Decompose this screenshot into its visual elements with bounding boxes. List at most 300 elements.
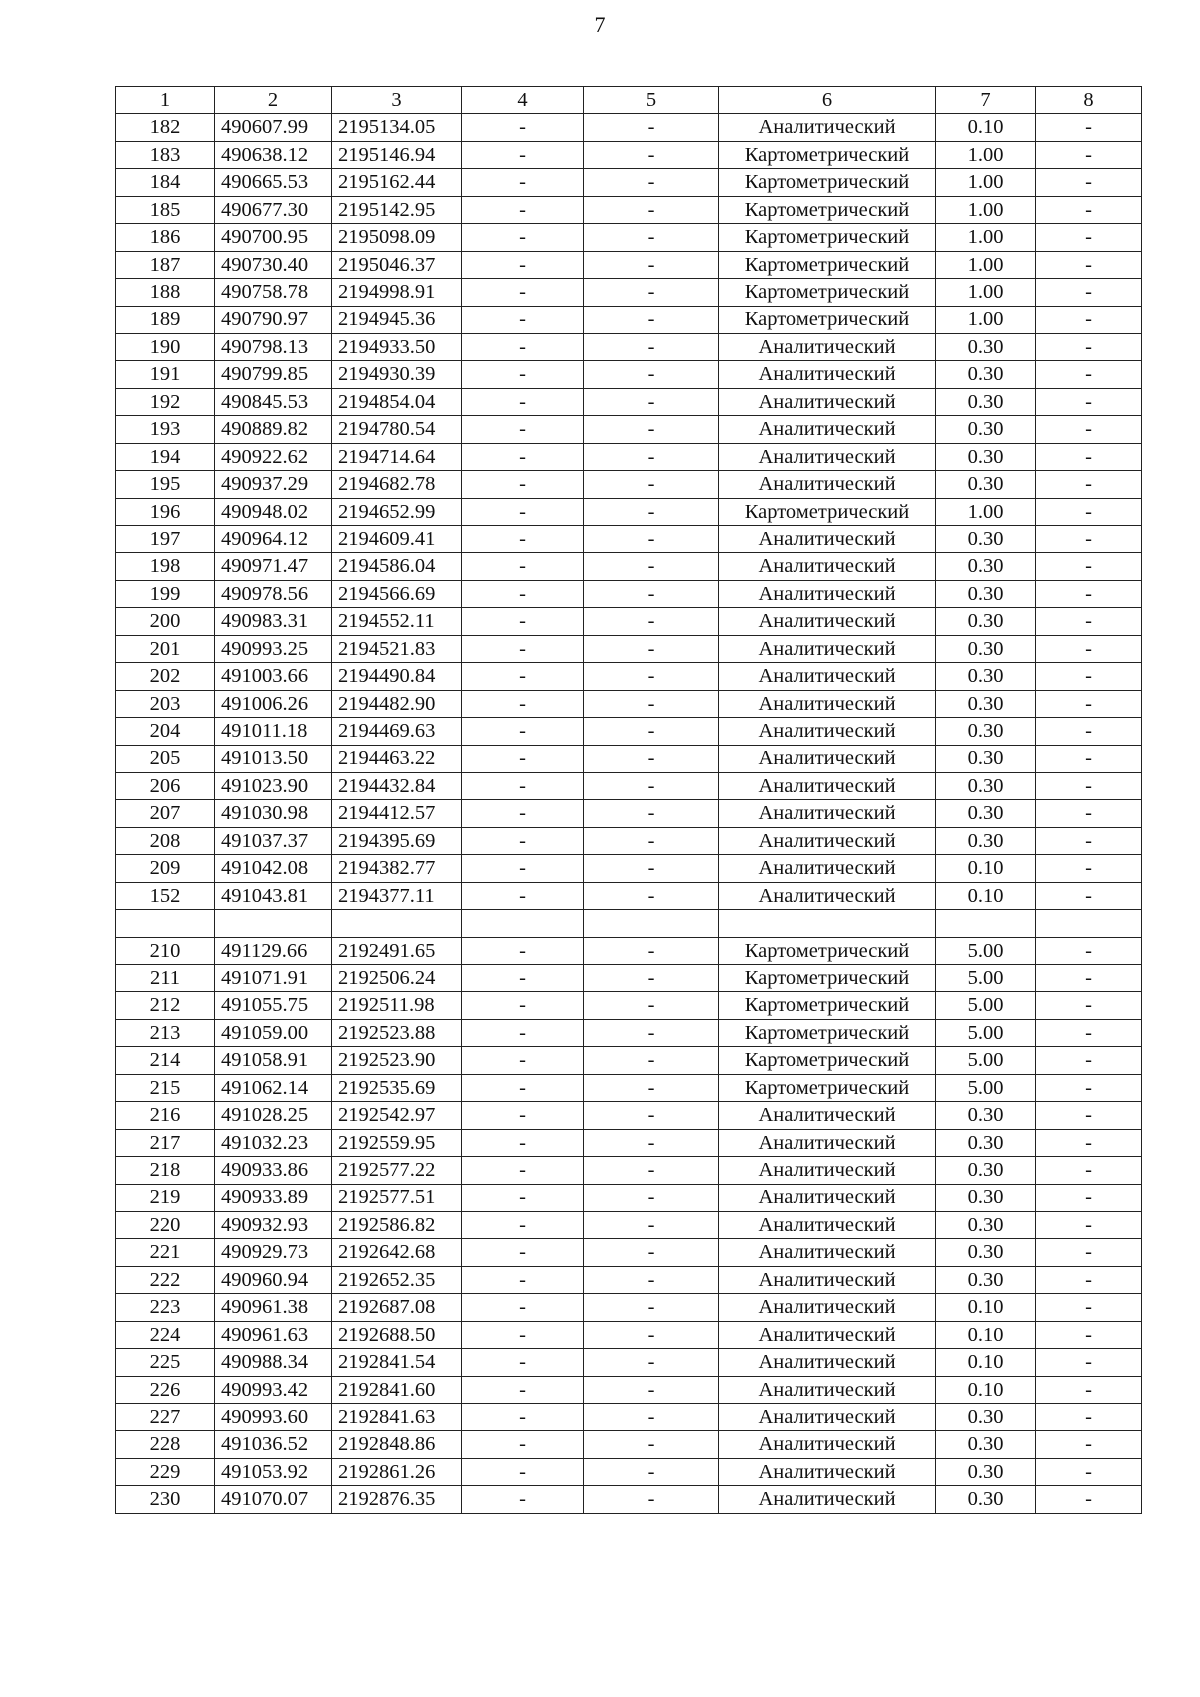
point-number-cell: 214 <box>116 1047 215 1074</box>
col-4-cell: - <box>462 1321 584 1348</box>
table-row <box>116 718 1142 745</box>
x-coordinate-cell: 490665.53 <box>215 169 332 196</box>
col-5-cell: - <box>584 690 719 717</box>
point-number-cell: 191 <box>116 361 215 388</box>
x-coordinate-cell: 490607.99 <box>215 114 332 141</box>
x-coordinate-cell: 490933.86 <box>215 1157 332 1184</box>
col-8-cell: - <box>1036 1239 1142 1266</box>
col-4-cell: - <box>462 992 584 1019</box>
table-row <box>116 306 1142 333</box>
x-coordinate-cell: 491071.91 <box>215 965 332 992</box>
y-coordinate-cell: 2194682.78 <box>332 471 462 498</box>
table-row <box>116 1129 1142 1156</box>
point-number-cell: 189 <box>116 306 215 333</box>
method-cell: Аналитический <box>719 635 936 662</box>
table-row <box>116 690 1142 717</box>
point-number-cell: 209 <box>116 855 215 882</box>
accuracy-cell: 1.00 <box>936 169 1036 196</box>
y-coordinate-cell: 2195142.95 <box>332 196 462 223</box>
point-number-cell: 229 <box>116 1458 215 1485</box>
point-number-cell: 182 <box>116 114 215 141</box>
col-4-cell: - <box>462 416 584 443</box>
point-number-cell <box>116 910 215 937</box>
point-number-cell: 205 <box>116 745 215 772</box>
x-coordinate-cell: 491032.23 <box>215 1129 332 1156</box>
col-5-cell: - <box>584 196 719 223</box>
point-number-cell: 204 <box>116 718 215 745</box>
method-cell: Аналитический <box>719 1294 936 1321</box>
x-coordinate-cell: 490964.12 <box>215 526 332 553</box>
col-8-cell: - <box>1036 498 1142 525</box>
col-5-cell: - <box>584 1431 719 1458</box>
point-number-cell: 213 <box>116 1019 215 1046</box>
table-row <box>116 965 1142 992</box>
point-number-cell: 228 <box>116 1431 215 1458</box>
col-4-cell: - <box>462 1486 584 1513</box>
method-cell: Картометрический <box>719 1074 936 1101</box>
accuracy-cell <box>936 910 1036 937</box>
x-coordinate-cell: 490932.93 <box>215 1211 332 1238</box>
table-row <box>116 580 1142 607</box>
col-8-cell: - <box>1036 1404 1142 1431</box>
col-8-cell: - <box>1036 196 1142 223</box>
col-5-cell: - <box>584 1157 719 1184</box>
col-4-cell: - <box>462 608 584 635</box>
table-row <box>116 1458 1142 1485</box>
point-number-cell: 207 <box>116 800 215 827</box>
method-cell: Картометрический <box>719 1019 936 1046</box>
accuracy-cell: 0.30 <box>936 1211 1036 1238</box>
col-8-cell: - <box>1036 1458 1142 1485</box>
col-8-cell: - <box>1036 333 1142 360</box>
y-coordinate-cell: 2192577.51 <box>332 1184 462 1211</box>
x-coordinate-cell: 491011.18 <box>215 718 332 745</box>
col-5-cell <box>584 910 719 937</box>
accuracy-cell: 0.30 <box>936 333 1036 360</box>
method-cell: Аналитический <box>719 690 936 717</box>
col-8-cell: - <box>1036 663 1142 690</box>
table-row <box>116 471 1142 498</box>
col-5-cell: - <box>584 827 719 854</box>
x-coordinate-cell: 491003.66 <box>215 663 332 690</box>
header-cell: 5 <box>584 87 719 114</box>
table-row <box>116 443 1142 470</box>
col-8-cell: - <box>1036 937 1142 964</box>
x-coordinate-cell: 490960.94 <box>215 1266 332 1293</box>
col-8-cell: - <box>1036 882 1142 909</box>
method-cell: Аналитический <box>719 1184 936 1211</box>
col-4-cell <box>462 910 584 937</box>
col-8-cell: - <box>1036 580 1142 607</box>
x-coordinate-cell: 490790.97 <box>215 306 332 333</box>
col-5-cell: - <box>584 1349 719 1376</box>
accuracy-cell: 0.30 <box>936 388 1036 415</box>
point-number-cell: 203 <box>116 690 215 717</box>
col-5-cell: - <box>584 333 719 360</box>
y-coordinate-cell: 2194945.36 <box>332 306 462 333</box>
method-cell: Аналитический <box>719 745 936 772</box>
col-8-cell: - <box>1036 772 1142 799</box>
col-4-cell: - <box>462 1074 584 1101</box>
header-cell: 8 <box>1036 87 1142 114</box>
y-coordinate-cell: 2192586.82 <box>332 1211 462 1238</box>
point-number-cell: 183 <box>116 141 215 168</box>
col-4-cell: - <box>462 1431 584 1458</box>
col-8-cell: - <box>1036 1376 1142 1403</box>
method-cell: Аналитический <box>719 471 936 498</box>
method-cell: Аналитический <box>719 443 936 470</box>
col-8-cell: - <box>1036 388 1142 415</box>
accuracy-cell: 0.10 <box>936 114 1036 141</box>
x-coordinate-cell: 490730.40 <box>215 251 332 278</box>
x-coordinate-cell: 490700.95 <box>215 224 332 251</box>
y-coordinate-cell: 2194482.90 <box>332 690 462 717</box>
col-5-cell: - <box>584 279 719 306</box>
col-4-cell: - <box>462 1376 584 1403</box>
x-coordinate-cell: 490677.30 <box>215 196 332 223</box>
accuracy-cell: 0.30 <box>936 690 1036 717</box>
col-5-cell: - <box>584 1458 719 1485</box>
point-number-cell: 226 <box>116 1376 215 1403</box>
col-8-cell: - <box>1036 1129 1142 1156</box>
col-8-cell: - <box>1036 251 1142 278</box>
method-cell: Картометрический <box>719 992 936 1019</box>
accuracy-cell: 0.10 <box>936 1349 1036 1376</box>
col-8-cell: - <box>1036 279 1142 306</box>
x-coordinate-cell: 490993.25 <box>215 635 332 662</box>
y-coordinate-cell: 2194490.84 <box>332 663 462 690</box>
header-cell: 2 <box>215 87 332 114</box>
point-number-cell: 200 <box>116 608 215 635</box>
header-cell: 6 <box>719 87 936 114</box>
point-number-cell: 215 <box>116 1074 215 1101</box>
x-coordinate-cell: 491013.50 <box>215 745 332 772</box>
table-row <box>116 855 1142 882</box>
y-coordinate-cell: 2192848.86 <box>332 1431 462 1458</box>
table-row <box>116 333 1142 360</box>
col-8-cell: - <box>1036 361 1142 388</box>
col-5-cell: - <box>584 306 719 333</box>
y-coordinate-cell: 2195162.44 <box>332 169 462 196</box>
accuracy-cell: 0.30 <box>936 800 1036 827</box>
method-cell: Аналитический <box>719 1404 936 1431</box>
x-coordinate-cell: 491062.14 <box>215 1074 332 1101</box>
method-cell: Аналитический <box>719 663 936 690</box>
accuracy-cell: 0.30 <box>936 1239 1036 1266</box>
y-coordinate-cell: 2192506.24 <box>332 965 462 992</box>
accuracy-cell: 0.30 <box>936 471 1036 498</box>
col-4-cell: - <box>462 169 584 196</box>
accuracy-cell: 0.30 <box>936 443 1036 470</box>
y-coordinate-cell: 2195098.09 <box>332 224 462 251</box>
accuracy-cell: 0.30 <box>936 553 1036 580</box>
accuracy-cell: 0.30 <box>936 635 1036 662</box>
col-8-cell: - <box>1036 992 1142 1019</box>
table-row <box>116 1404 1142 1431</box>
accuracy-cell: 1.00 <box>936 279 1036 306</box>
method-cell: Аналитический <box>719 1266 936 1293</box>
accuracy-cell: 1.00 <box>936 498 1036 525</box>
table-row <box>116 1294 1142 1321</box>
y-coordinate-cell: 2195046.37 <box>332 251 462 278</box>
method-cell: Аналитический <box>719 361 936 388</box>
x-coordinate-cell: 491023.90 <box>215 772 332 799</box>
col-5-cell: - <box>584 526 719 553</box>
method-cell: Картометрический <box>719 141 936 168</box>
accuracy-cell: 0.30 <box>936 772 1036 799</box>
col-8-cell: - <box>1036 745 1142 772</box>
col-4-cell: - <box>462 1047 584 1074</box>
table-row <box>116 1376 1142 1403</box>
y-coordinate-cell: 2192841.54 <box>332 1349 462 1376</box>
y-coordinate-cell: 2195134.05 <box>332 114 462 141</box>
col-8-cell: - <box>1036 1431 1142 1458</box>
accuracy-cell: 1.00 <box>936 306 1036 333</box>
col-5-cell: - <box>584 1184 719 1211</box>
y-coordinate-cell: 2194933.50 <box>332 333 462 360</box>
col-4-cell: - <box>462 251 584 278</box>
col-8-cell: - <box>1036 526 1142 553</box>
method-cell: Аналитический <box>719 333 936 360</box>
point-number-cell: 216 <box>116 1102 215 1129</box>
method-cell: Картометрический <box>719 224 936 251</box>
col-8-cell: - <box>1036 800 1142 827</box>
point-number-cell: 194 <box>116 443 215 470</box>
y-coordinate-cell: 2192523.90 <box>332 1047 462 1074</box>
col-5-cell: - <box>584 937 719 964</box>
method-cell: Аналитический <box>719 800 936 827</box>
x-coordinate-cell: 490922.62 <box>215 443 332 470</box>
table-row <box>116 526 1142 553</box>
col-5-cell: - <box>584 882 719 909</box>
table-row <box>116 224 1142 251</box>
y-coordinate-cell: 2194652.99 <box>332 498 462 525</box>
col-4-cell: - <box>462 1184 584 1211</box>
col-4-cell: - <box>462 1239 584 1266</box>
table-row <box>116 169 1142 196</box>
point-number-cell: 218 <box>116 1157 215 1184</box>
col-5-cell: - <box>584 718 719 745</box>
point-number-cell: 190 <box>116 333 215 360</box>
x-coordinate-cell: 490993.60 <box>215 1404 332 1431</box>
x-coordinate-cell: 491059.00 <box>215 1019 332 1046</box>
col-5-cell: - <box>584 388 719 415</box>
col-5-cell: - <box>584 663 719 690</box>
y-coordinate-cell: 2192511.98 <box>332 992 462 1019</box>
col-5-cell: - <box>584 1321 719 1348</box>
y-coordinate-cell: 2192688.50 <box>332 1321 462 1348</box>
point-number-cell: 230 <box>116 1486 215 1513</box>
table-row <box>116 416 1142 443</box>
x-coordinate-cell: 491070.07 <box>215 1486 332 1513</box>
y-coordinate-cell: 2192642.68 <box>332 1239 462 1266</box>
point-number-cell: 184 <box>116 169 215 196</box>
y-coordinate-cell: 2192577.22 <box>332 1157 462 1184</box>
col-8-cell: - <box>1036 608 1142 635</box>
x-coordinate-cell: 490988.34 <box>215 1349 332 1376</box>
method-cell: Аналитический <box>719 1239 936 1266</box>
col-4-cell: - <box>462 1019 584 1046</box>
col-4-cell: - <box>462 772 584 799</box>
table-separator-row <box>116 910 1142 937</box>
method-cell: Аналитический <box>719 882 936 909</box>
col-8-cell: - <box>1036 1321 1142 1348</box>
y-coordinate-cell: 2194377.11 <box>332 882 462 909</box>
col-5-cell: - <box>584 114 719 141</box>
point-number-cell: 217 <box>116 1129 215 1156</box>
method-cell: Аналитический <box>719 772 936 799</box>
table-row <box>116 1486 1142 1513</box>
col-8-cell: - <box>1036 635 1142 662</box>
col-4-cell: - <box>462 580 584 607</box>
col-4-cell: - <box>462 1129 584 1156</box>
col-4-cell: - <box>462 1157 584 1184</box>
table-row <box>116 196 1142 223</box>
accuracy-cell: 0.30 <box>936 416 1036 443</box>
method-cell: Аналитический <box>719 718 936 745</box>
method-cell: Картометрический <box>719 279 936 306</box>
method-cell: Аналитический <box>719 1102 936 1129</box>
accuracy-cell: 0.30 <box>936 1404 1036 1431</box>
method-cell: Аналитический <box>719 1431 936 1458</box>
col-4-cell: - <box>462 553 584 580</box>
method-cell: Аналитический <box>719 1458 936 1485</box>
point-number-cell: 221 <box>116 1239 215 1266</box>
col-4-cell: - <box>462 1266 584 1293</box>
col-5-cell: - <box>584 1211 719 1238</box>
point-number-cell: 223 <box>116 1294 215 1321</box>
col-5-cell: - <box>584 553 719 580</box>
y-coordinate-cell: 2194854.04 <box>332 388 462 415</box>
x-coordinate-cell: 491042.08 <box>215 855 332 882</box>
table-row <box>116 1019 1142 1046</box>
table-row <box>116 1321 1142 1348</box>
col-5-cell: - <box>584 1019 719 1046</box>
table-row <box>116 1184 1142 1211</box>
accuracy-cell: 1.00 <box>936 196 1036 223</box>
y-coordinate-cell: 2194412.57 <box>332 800 462 827</box>
x-coordinate-cell: 490937.29 <box>215 471 332 498</box>
col-8-cell: - <box>1036 1184 1142 1211</box>
point-number-cell: 220 <box>116 1211 215 1238</box>
col-4-cell: - <box>462 224 584 251</box>
method-cell: Аналитический <box>719 416 936 443</box>
method-cell: Аналитический <box>719 827 936 854</box>
col-8-cell: - <box>1036 114 1142 141</box>
accuracy-cell: 0.10 <box>936 1321 1036 1348</box>
col-8-cell: - <box>1036 1047 1142 1074</box>
col-4-cell: - <box>462 690 584 717</box>
accuracy-cell: 0.30 <box>936 1458 1036 1485</box>
col-5-cell: - <box>584 1047 719 1074</box>
point-number-cell: 187 <box>116 251 215 278</box>
point-number-cell: 195 <box>116 471 215 498</box>
col-8-cell: - <box>1036 443 1142 470</box>
accuracy-cell: 0.30 <box>936 1129 1036 1156</box>
y-coordinate-cell: 2194566.69 <box>332 580 462 607</box>
col-8-cell: - <box>1036 553 1142 580</box>
col-8-cell: - <box>1036 690 1142 717</box>
point-number-cell: 211 <box>116 965 215 992</box>
method-cell: Картометрический <box>719 306 936 333</box>
table-row <box>116 827 1142 854</box>
point-number-cell: 192 <box>116 388 215 415</box>
header-cell: 3 <box>332 87 462 114</box>
point-number-cell: 202 <box>116 663 215 690</box>
y-coordinate-cell: 2194930.39 <box>332 361 462 388</box>
x-coordinate-cell: 490933.89 <box>215 1184 332 1211</box>
col-8-cell: - <box>1036 1019 1142 1046</box>
accuracy-cell: 5.00 <box>936 992 1036 1019</box>
accuracy-cell: 5.00 <box>936 965 1036 992</box>
method-cell: Картометрический <box>719 937 936 964</box>
col-8-cell: - <box>1036 1102 1142 1129</box>
col-4-cell: - <box>462 443 584 470</box>
table-row <box>116 1239 1142 1266</box>
col-5-cell: - <box>584 361 719 388</box>
x-coordinate-cell: 490799.85 <box>215 361 332 388</box>
col-5-cell: - <box>584 1404 719 1431</box>
x-coordinate-cell: 490889.82 <box>215 416 332 443</box>
col-5-cell: - <box>584 224 719 251</box>
col-8-cell: - <box>1036 306 1142 333</box>
point-number-cell: 222 <box>116 1266 215 1293</box>
col-4-cell: - <box>462 279 584 306</box>
y-coordinate-cell: 2195146.94 <box>332 141 462 168</box>
col-5-cell: - <box>584 745 719 772</box>
x-coordinate-cell: 490978.56 <box>215 580 332 607</box>
y-coordinate-cell: 2194552.11 <box>332 608 462 635</box>
method-cell: Картометрический <box>719 196 936 223</box>
x-coordinate-cell: 490929.73 <box>215 1239 332 1266</box>
col-5-cell: - <box>584 1239 719 1266</box>
table-row <box>116 251 1142 278</box>
table-row <box>116 663 1142 690</box>
accuracy-cell: 0.30 <box>936 718 1036 745</box>
y-coordinate-cell: 2192841.63 <box>332 1404 462 1431</box>
col-8-cell: - <box>1036 1294 1142 1321</box>
method-cell: Картометрический <box>719 1047 936 1074</box>
x-coordinate-cell: 490638.12 <box>215 141 332 168</box>
col-4-cell: - <box>462 1404 584 1431</box>
method-cell: Аналитический <box>719 388 936 415</box>
method-cell: Аналитический <box>719 1157 936 1184</box>
col-4-cell: - <box>462 718 584 745</box>
col-4-cell: - <box>462 635 584 662</box>
method-cell: Картометрический <box>719 251 936 278</box>
accuracy-cell: 0.30 <box>936 827 1036 854</box>
col-5-cell: - <box>584 141 719 168</box>
x-coordinate-cell: 491055.75 <box>215 992 332 1019</box>
point-number-cell: 193 <box>116 416 215 443</box>
col-4-cell: - <box>462 114 584 141</box>
accuracy-cell: 0.30 <box>936 361 1036 388</box>
col-5-cell: - <box>584 772 719 799</box>
accuracy-cell: 1.00 <box>936 141 1036 168</box>
col-5-cell: - <box>584 1074 719 1101</box>
col-8-cell <box>1036 910 1142 937</box>
x-coordinate-cell: 491028.25 <box>215 1102 332 1129</box>
y-coordinate-cell <box>332 910 462 937</box>
col-5-cell: - <box>584 608 719 635</box>
table-row <box>116 553 1142 580</box>
point-number-cell: 208 <box>116 827 215 854</box>
x-coordinate-cell: 490948.02 <box>215 498 332 525</box>
method-cell: Аналитический <box>719 855 936 882</box>
x-coordinate-cell: 491037.37 <box>215 827 332 854</box>
accuracy-cell: 5.00 <box>936 1047 1036 1074</box>
header-cell: 1 <box>116 87 215 114</box>
